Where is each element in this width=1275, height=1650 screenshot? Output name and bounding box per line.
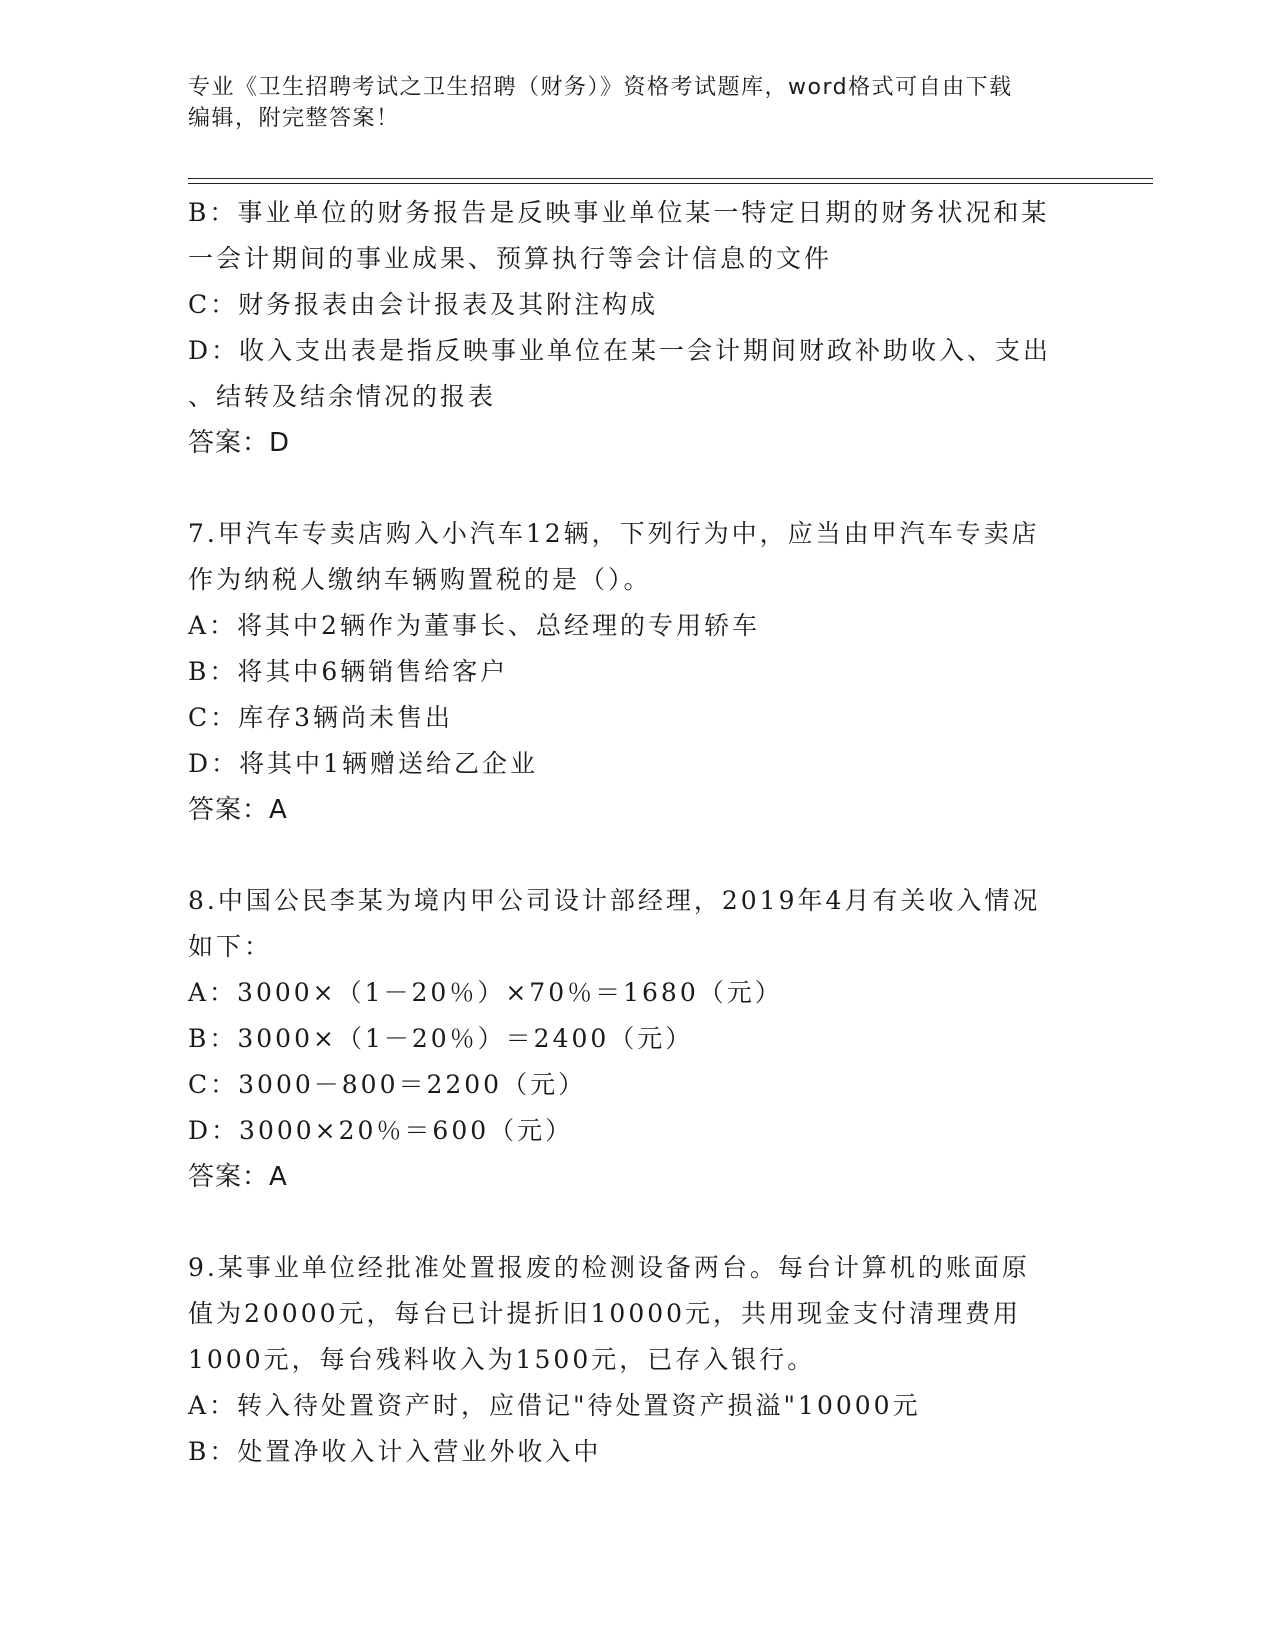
option-a: A：3000×（1－20％）×70％＝1680（元）	[188, 978, 783, 1007]
header-line-2: 编辑，附完整答案！	[188, 106, 400, 131]
question-7	[188, 511, 1088, 833]
option-d-line-2: 、结转及结余情况的报表	[188, 382, 497, 411]
question-content	[188, 190, 1088, 1475]
question-stem-line-2: 如下：	[188, 932, 273, 961]
option-b-line-2: 一会计期间的事业成果、预算执行等会计信息的文件	[188, 244, 833, 273]
answer: 答案：A	[188, 1162, 288, 1192]
option-b: B：将其中6辆销售给客户	[188, 657, 509, 686]
question-9	[188, 1245, 1088, 1475]
option-d-line-1: D：收入支出表是指反映事业单位在某一会计期间财政补助收入、支出	[188, 336, 1052, 365]
option-b: B：3000×（1－20％）＝2400（元）	[188, 1024, 694, 1053]
option-c: C：库存3辆尚未售出	[188, 703, 454, 732]
question-stem-line-1: 8.中国公民李某为境内甲公司设计部经理，2019年4月有关收入情况	[188, 886, 1041, 915]
option-b: B：处置净收入计入营业外收入中	[188, 1437, 602, 1466]
option-c: C：财务报表由会计报表及其附注构成	[188, 290, 659, 319]
option-b-line-1: B：事业单位的财务报告是反映事业单位某一特定日期的财务状况和某	[188, 198, 1050, 227]
answer: 答案：A	[188, 795, 288, 825]
header-line-1: 专业《卫生招聘考试之卫生招聘（财务）》资格考试题库，word格式可自由下载	[188, 75, 1013, 100]
document-header	[188, 72, 1088, 134]
header-rule-top	[188, 178, 1153, 179]
question-stem-line-1: 9.某事业单位经批准处置报废的检测设备两台。每台计算机的账面原	[188, 1253, 1030, 1282]
question-stem-line-2: 值为20000元，每台已计提折旧10000元，共用现金支付清理费用	[188, 1299, 1022, 1328]
header-rule-bottom	[188, 183, 1153, 184]
question-8	[188, 878, 1088, 1200]
answer: 答案：D	[188, 428, 291, 458]
spacer	[188, 1200, 1088, 1245]
option-c: C：3000－800＝2200（元）	[188, 1070, 587, 1099]
option-a: A：转入待处置资产时，应借记"待处置资产损溢"10000元	[188, 1391, 921, 1420]
spacer	[188, 466, 1088, 511]
question-stem-line-3: 1000元，每台残料收入为1500元，已存入银行。	[188, 1345, 816, 1374]
option-a: A：将其中2辆作为董事长、总经理的专用轿车	[188, 611, 760, 640]
question-stem-line-1: 7.甲汽车专卖店购入小汽车12辆，下列行为中，应当由甲汽车专卖店	[188, 519, 1040, 548]
spacer	[188, 833, 1088, 878]
option-d: D：3000×20％＝600（元）	[188, 1116, 574, 1145]
question-6-tail	[188, 190, 1088, 466]
option-d: D：将其中1辆赠送给乙企业	[188, 749, 538, 778]
question-stem-line-2: 作为纳税人缴纳车辆购置税的是（）。	[188, 565, 652, 594]
